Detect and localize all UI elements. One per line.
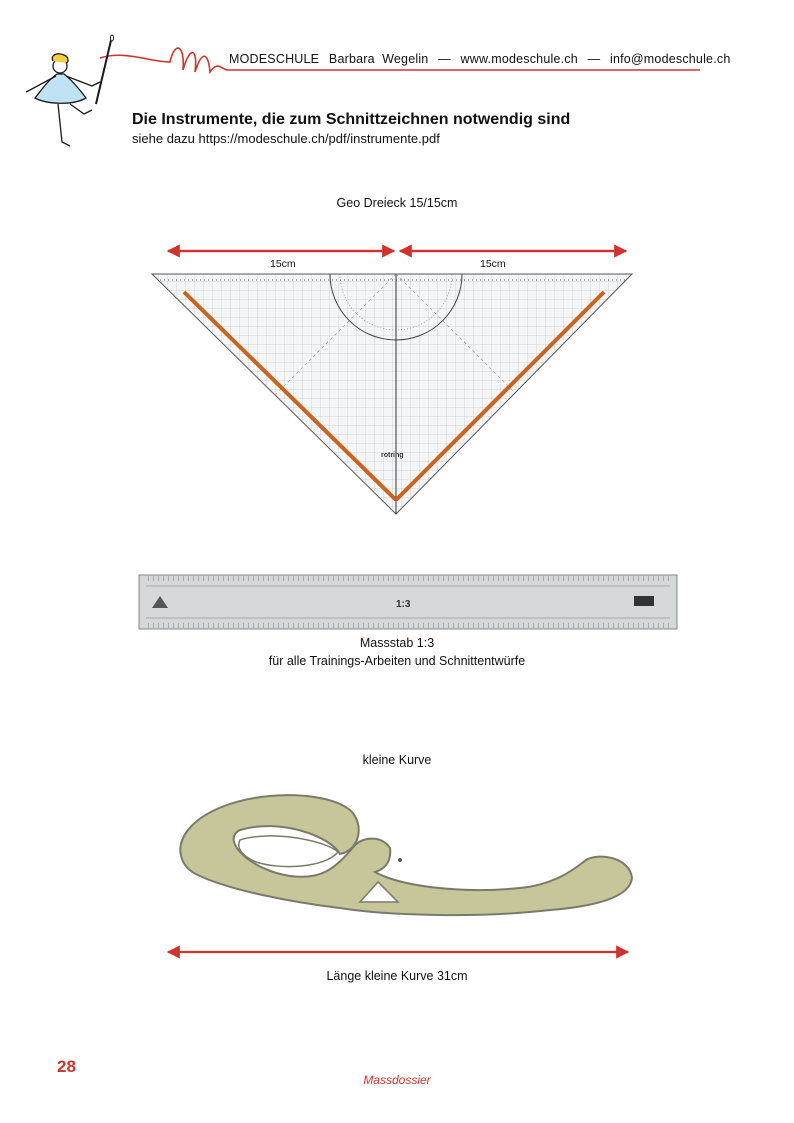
page-number: 28 [57,1057,76,1076]
ruler-caption: Massstab 1:3 [359,636,435,650]
curve-length-caption: Länge kleine Kurve 31cm [326,969,468,983]
tailor-figure-logo [26,54,100,146]
website-link[interactable]: www.modeschule.ch [460,52,578,66]
geo-right-dimension: 15cm [480,258,506,270]
teacher-name: Barbara Wegelin [328,52,429,66]
ruler-caption-detail: für alle Trainings-Arbeiten und Schnittentwürfe [268,654,526,668]
footer-document-name: Massdossier [363,1073,431,1087]
geo-caption: Geo Dreieck 15/15cm [336,196,458,210]
page-subtitle: siehe dazu https://modeschule.ch/pdf/instrumente.pdf [132,131,440,146]
school-name: MODESCHULE [229,52,320,66]
separator: — [587,52,601,66]
curve-caption: kleine Kurve [362,753,432,767]
geo-left-dimension: 15cm [270,258,296,270]
ruler-scale: 1:3 [396,599,411,610]
curve-figure [160,790,640,970]
needle-icon [96,35,114,104]
page-title: Die Instrumente, die zum Schnittzeichnen notwendig sind [132,111,571,128]
ruler-figure [138,574,678,630]
header-contact [229,52,737,66]
geo-triangle-figure [140,236,640,521]
separator: — [438,52,451,66]
email-link[interactable]: info@modeschule.ch [609,52,731,66]
geo-brand: rotring [381,452,404,459]
